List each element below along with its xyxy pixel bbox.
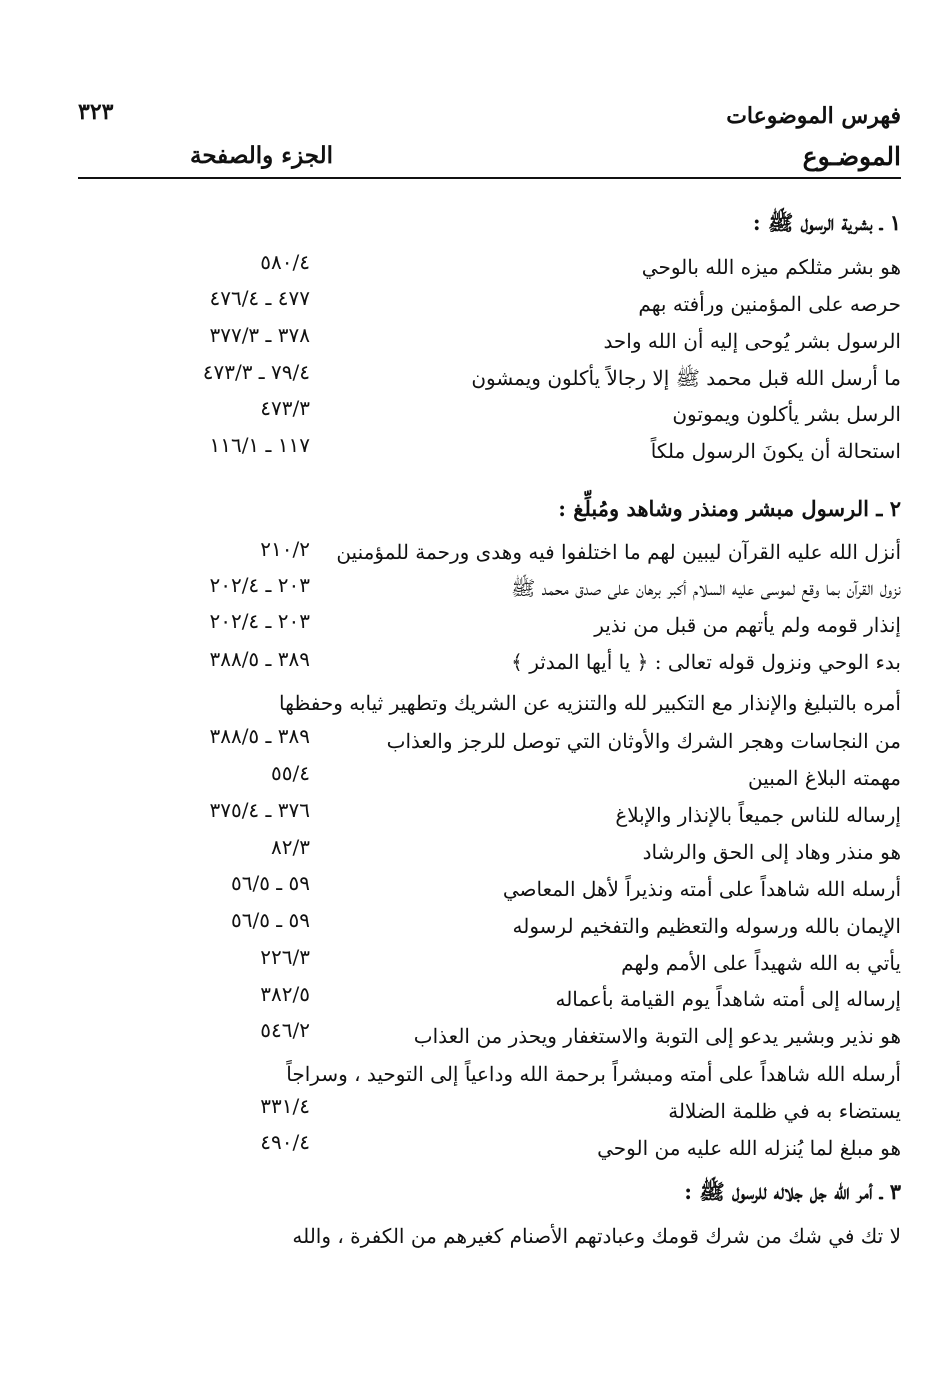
entry-text: مهمته البلاغ المبين xyxy=(747,766,901,790)
entry-reference: ٥٥/٤ xyxy=(271,761,310,785)
entry-reference: ٥٤٦/٢ xyxy=(260,1018,310,1042)
entry-reference: ٨٢/٣ xyxy=(271,835,310,859)
entry-text: استحالة أن يكونَ الرسول ملكاً xyxy=(650,439,901,463)
entry-text: هو منذر وهاد إلى الحق والرشاد xyxy=(642,840,901,864)
entry-reference: ٣٨٩ ـ ٣٨٨/٥ xyxy=(209,647,310,671)
entry-text: أرسله الله شاهداً على أمته ونذيراً لأهل المعاصي xyxy=(502,877,901,901)
entry-reference: ٣٣١/٤ xyxy=(260,1094,310,1118)
entry-reference: ٣٧٨ ـ ٣٧٧/٣ xyxy=(209,323,310,347)
column-header-reference: الجزء والصفحة xyxy=(190,142,334,169)
entry-text: نزول القرآن بما وقع لموسى عليه السلام أكبر برهان على صدق محمد ﷺ xyxy=(511,576,901,600)
entry-reference: ٢٢٦/٣ xyxy=(260,945,310,969)
entry-text: ما أرسل الله قبل محمد ﷺ إلا رجالاً يأكلون ويمشون xyxy=(471,366,901,390)
entry-text: يستضاء به في ظلمة الضلالة xyxy=(668,1099,901,1123)
entry-reference: ٣٨٩ ـ ٣٨٨/٥ xyxy=(209,724,310,748)
entry-text: إرساله للناس جميعاً بالإنذار والإبلاغ xyxy=(615,803,901,827)
entry-text: يأتي به الله شهيداً على الأمم ولهم xyxy=(621,951,901,975)
entry-reference: ٤٩٠/٤ xyxy=(260,1130,310,1154)
page-number: ٣٢٣ xyxy=(78,99,114,125)
entry-text: الرسل بشر يأكلون ويموتون xyxy=(672,402,901,426)
entry-reference: ٢١٠/٢ xyxy=(260,537,310,561)
header-rule xyxy=(78,177,901,179)
entry-text: حرصه على المؤمنين ورأفته بهم xyxy=(638,292,901,316)
entry-text: أرسله الله شاهداً على أمته ومبشراً برحمة الله وداعياً إلى التوحيد ، وسراجاً xyxy=(286,1062,901,1086)
entry-text: أنزل الله عليه القرآن ليبين لهم ما اختلفوا فيه وهدى ورحمة للمؤمنين xyxy=(336,540,901,564)
entry-text: من النجاسات وهجر الشرك والأوثان التي توصل للرجز والعذاب xyxy=(386,729,901,753)
entry-reference: ٧٩/٤ ـ ٤٧٣/٣ xyxy=(202,360,310,384)
entry-reference: ٢٠٣ ـ ٢٠٢/٤ xyxy=(209,573,310,597)
entry-text: أمره بالتبليغ والإنذار مع التكبير لله والتنزيه عن الشريك وتطهير ثيابه وحفظها xyxy=(279,691,901,715)
entry-reference: ٣٧٦ ـ ٣٧٥/٤ xyxy=(209,798,310,822)
entry-text: إنذار قومه ولم يأتهم من قبل من نذير xyxy=(594,613,901,637)
entry-reference: ٣٨٢/٥ xyxy=(260,982,310,1006)
entry-reference: ١١٧ ـ ١١٦/١ xyxy=(209,433,310,457)
entry-text: بدء الوحي ونزول قوله تعالى : ﴿ يا أيها المدثر ﴾ xyxy=(511,650,901,674)
entry-reference: ٥٩ ـ ٥٦/٥ xyxy=(230,908,310,932)
column-header-topic: الموضـوع xyxy=(802,142,901,171)
section-heading: ١ ـ بشرية الرسول ﷺ : xyxy=(752,210,901,235)
section-heading: ٢ ـ الرسول مبشر ومنذر وشاهد ومُبلِّغ : xyxy=(558,496,901,521)
running-title: فهرس الموضوعات xyxy=(726,103,901,129)
entry-text: لا تك في شك من شرك قومك وعبادتهم الأصنام كغيرهم من الكفرة ، والله xyxy=(292,1224,901,1248)
entry-text: الإيمان بالله ورسوله والتعظيم والتفخيم لرسوله xyxy=(512,914,901,938)
section-heading: ٣ ـ أمر الله جل جلاله للرسول ﷺ : xyxy=(684,1179,901,1204)
entry-text: هو بشر مثلكم ميزه الله بالوحي xyxy=(641,255,901,279)
entry-text: إرساله إلى أمته شاهداً يوم القيامة بأعماله xyxy=(555,987,901,1011)
entry-reference: ٤٧٧ ـ ٤٧٦/٤ xyxy=(209,286,310,310)
entry-text: الرسول بشر يُوحى إليه أن الله واحد xyxy=(603,329,901,353)
entry-reference: ٢٠٣ ـ ٢٠٢/٤ xyxy=(209,609,310,633)
entry-reference: ٥٩ ـ ٥٦/٥ xyxy=(230,871,310,895)
entry-text: هو نذير وبشير يدعو إلى التوبة والاستغفار ويحذر من العذاب xyxy=(413,1024,901,1048)
entry-reference: ٥٨٠/٤ xyxy=(260,250,310,274)
entry-reference: ٤٧٣/٣ xyxy=(260,396,310,420)
entry-text: هو مبلغ لما يُنزله الله عليه من الوحي xyxy=(597,1136,901,1160)
